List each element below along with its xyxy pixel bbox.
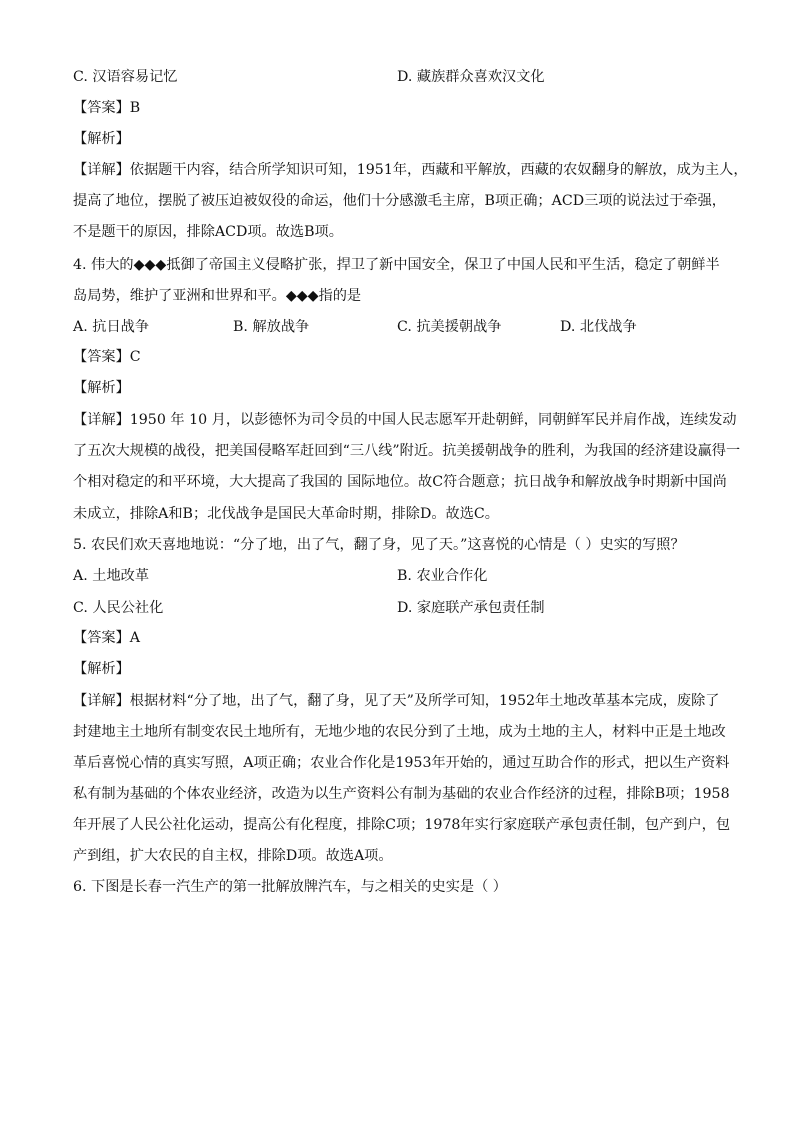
q5-option-b: B. 农业合作化 — [397, 568, 488, 584]
q5-detail-line: 【详解】根据材料“分了地，出了气，翻了身，见了天”及所学可知，1952年土地改革基本完成，废除了 — [73, 693, 720, 709]
q5-option-d: D. 家庭联产承包责任制 — [397, 600, 545, 616]
q3-options-row — [73, 67, 545, 87]
q4-detail-line: 个相对稳定的和平环境，大大提高了我国的 国际地位。故C符合题意；抗日战争和解放战争时期新中国尚 — [73, 474, 727, 490]
q4-stem-line: 4. 伟大的◆◆◆抵御了帝国主义侵略扩张，捍卫了新中国安全，保卫了中国人民和平生活，稳定了朝鲜半 — [73, 257, 720, 273]
q3-option-d: D. 藏族群众喜欢汉文化 — [397, 69, 545, 85]
q6-stem: 6. 下图是长春一汽生产的第一批解放牌汽车，与之相关的史实是（ ） — [73, 879, 507, 895]
q3-option-c: C. 汉语容易记忆 — [73, 69, 178, 85]
q4-option-b: B. 解放战争 — [233, 319, 310, 335]
q4-option-d: D. 北伐战争 — [560, 319, 637, 335]
q5-detail-line: 私有制为基础的个体农业经济，改造为以生产资料公有制为基础的农业合作经济的过程，排除B项；1958 — [73, 786, 730, 802]
q4-stem-line: 岛局势，维护了亚洲和世界和平。◆◆◆指的是 — [73, 288, 362, 304]
q4-detail-line: 了五次大规模的战役，把美国侵略军赶回到“三八线”附近。抗美援朝战争的胜利，为我国的经济建设赢得一 — [73, 443, 741, 459]
q4-detail-line: 【详解】1950 年 10 月，以彭德怀为司令员的中国人民志愿军开赴朝鲜，同朝鲜军民并肩作战，连续发动 — [73, 412, 737, 428]
q5-answer: 【答案】A — [73, 630, 140, 646]
q4-detail-line: 未成立，排除A和B；北伐战争是国民大革命时期，排除D。故选C。 — [73, 506, 499, 522]
q3-detail-line: 【详解】依据题干内容，结合所学知识可知，1951年，西藏和平解放，西藏的农奴翻身的解放，成为主人， — [73, 162, 748, 178]
q5-options-row-1 — [73, 566, 488, 586]
q5-option-a: A. 土地改革 — [73, 568, 150, 584]
q5-stem: 5. 农民们欢天喜地地说：“分了地，出了气，翻了身，见了天。”这喜悦的心情是（ ）史实的写照？ — [73, 537, 685, 553]
q3-analysis-label: 【解析】 — [73, 131, 130, 147]
q4-analysis-label: 【解析】 — [73, 380, 130, 396]
q4-option-a: A. 抗日战争 — [73, 319, 150, 335]
q3-answer: 【答案】B — [73, 100, 141, 116]
q5-detail-line: 年开展了人民公社化运动，提高公有化程度，排除C项；1978年实行家庭联产承包责任制，包产到户，包 — [73, 817, 731, 833]
q5-detail-line: 革后喜悦心情的真实写照，A项正确；农业合作化是1953年开始的，通过互助合作的形式，把以生产资料 — [73, 755, 730, 771]
q5-option-c: C. 人民公社化 — [73, 600, 164, 616]
q4-answer: 【答案】C — [73, 349, 141, 365]
q5-detail-line: 产到组，扩大农民的自主权，排除D项。故选A项。 — [73, 848, 393, 864]
q5-detail-line: 封建地主土地所有制变农民土地所有，无地少地的农民分到了土地，成为土地的主人，材料中正是土地改 — [73, 724, 726, 740]
q3-detail-line: 提高了地位，摆脱了被压迫被奴役的命运，他们十分感激毛主席，B项正确；ACD三项的说法过于牵强， — [73, 193, 726, 209]
q4-option-c: C. 抗美援朝战争 — [397, 319, 502, 335]
q5-analysis-label: 【解析】 — [73, 661, 130, 677]
q5-options-row-2 — [73, 598, 545, 618]
q3-detail-line: 不是题干的原因，排除ACD项。故选B项。 — [73, 224, 343, 240]
